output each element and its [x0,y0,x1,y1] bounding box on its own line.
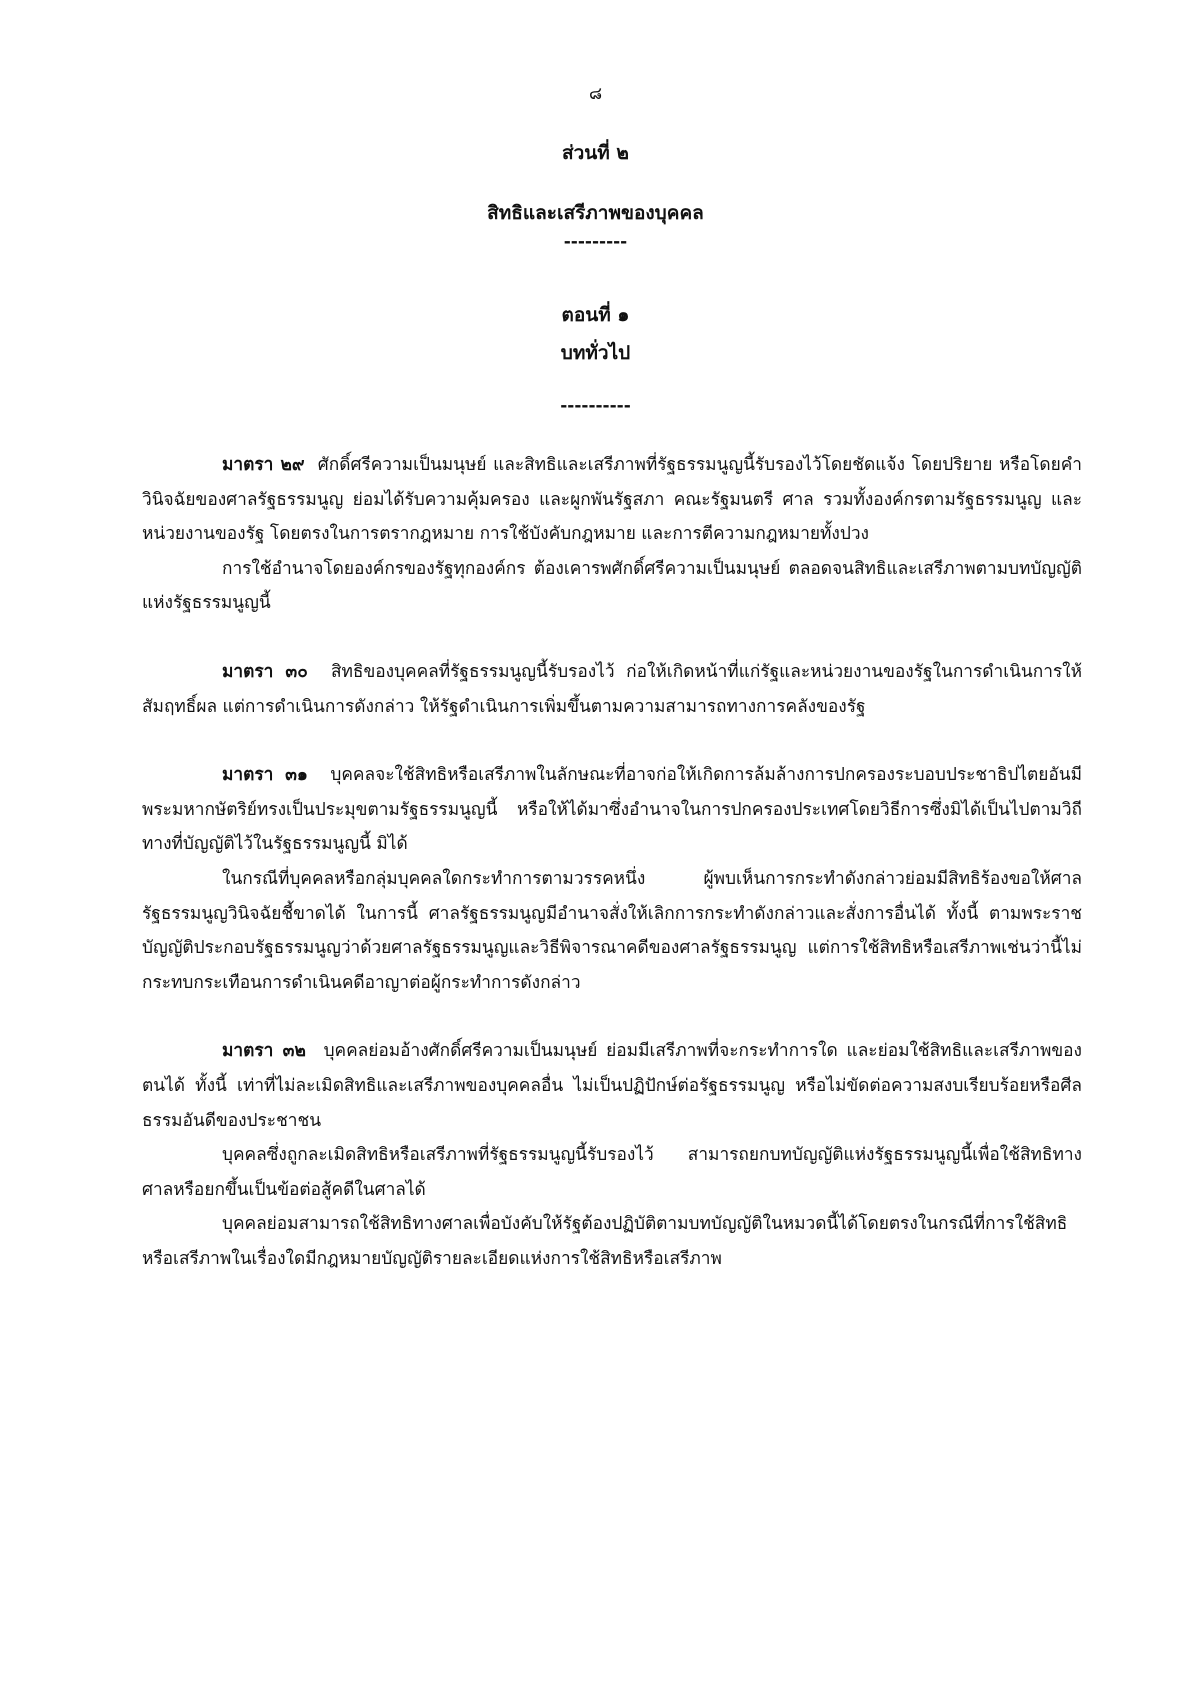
section-30-label: มาตรา ๓๐ [222,661,308,682]
section-29-paragraph-2: การใช้อำนาจโดยองค์กรของรัฐทุกองค์กร ต้องเคารพศักดิ์ศรีความเป็นมนุษย์ ตลอดจนสิทธิและเสรีภาพตามบทบัญญัติแห่งรัฐธรรมนูญนี้ [142,558,1082,614]
section-32-paragraph-1 [142,1034,1082,1138]
section-29 [142,448,1082,621]
section-32-text-1: บุคคลย่อมอ้างศักดิ์ศรีความเป็นมนุษย์ ย่อมมีเสรีภาพที่จะกระทำการใด และย่อมใช้สิทธิและเสรีภาพของตนได้ ทั้งนี้ เท่าที่ไม่ละเมิดสิทธิและเสรีภาพของบุคคลอื่น ไม่เป็นปฏิปักษ์ต่อรัฐธรรมนูญ หรือไม่ขัดต่อความสงบเรียบร้อยหรือศีลธรรมอันดีของประชาชน [142,1041,1082,1131]
section-30-text-1: สิทธิของบุคคลที่รัฐธรรมนูญนี้รับรองไว้ ก่อให้เกิดหน้าที่แก่รัฐและหน่วยงานของรัฐในการดำเนินการให้สัมฤทธิ์ผล แต่การดำเนินการดังกล่าว ให้รัฐดำเนินการเพิ่มขึ้นตามความสามารถทางการคลังของรัฐ [142,661,1083,717]
section-30-paragraph-1 [142,655,1082,724]
section-32-paragraph-2: บุคคลซึ่งถูกละเมิดสิทธิหรือเสรีภาพที่รัฐธรรมนูญนี้รับรองไว้ สามารถยกบทบัญญัติแห่งรัฐธรรมนูญนี้เพื่อใช้สิทธิทางศาลหรือยกขึ้นเป็นข้อต่อสู้คดีในศาลได้ [142,1145,1082,1200]
section-31-label: มาตรา ๓๑ [222,765,308,786]
section-29-label: มาตรา ๒๙ [222,455,305,475]
section-31 [142,758,1082,1000]
division-heading: ตอนที่ ๑ [561,304,630,326]
section-32 [142,1034,1082,1276]
section-29-paragraph-1 [142,448,1082,552]
section-32-paragraph-3: บุคคลย่อมสามารถใช้สิทธิทางศาลเพื่อบังคับให้รัฐต้องปฏิบัติตามบทบัญญัติในหมวดนี้ได้โดยตรงในกรณีที่การใช้สิทธิหรือเสรีภาพในเรื่องใดมีกฎหมายบัญญัติรายละเอียดแห่งการใช้สิทธิหรือเสรีภาพ [142,1214,1068,1269]
section-31-text-1: บุคคลจะใช้สิทธิหรือเสรีภาพในลักษณะที่อาจก่อให้เกิดการล้มล้างการปกครองระบอบประชาธิปไตยอันมีพระมหากษัตริย์ทรงเป็นประมุขตามรัฐธรรมนูญนี้ หรือให้ได้มาซึ่งอำนาจในการปกครองประเทศโดยวิธีการซึ่งมิได้เป็นไปตามวิถีทางที่บัญญัติไว้ในรัฐธรรมนูญนี้ มิได้ [142,765,1082,855]
division-divider: ---------- [560,396,631,416]
part-title: สิทธิและเสรีภาพของบุคคล [487,202,704,224]
part-divider: --------- [563,232,628,252]
section-29-text-1: ศักดิ์ศรีความเป็นมนุษย์ และสิทธิและเสรีภาพที่รัฐธรรมนูญนี้รับรองไว้โดยชัดแจ้ง โดยปริยาย หรือโดยคำวินิจฉัยของศาลรัฐธรรมนูญ ย่อมได้รับความคุ้มครอง และผูกพันรัฐสภา คณะรัฐมนตรี ศาล รวมทั้งองค์กรตามรัฐธรรมนูญ และหน่วยงานของรัฐ โดยตรงในการตรากฎหมาย การใช้บังคับกฎหมาย และการตีความกฎหมายทั้งปวง [142,455,1082,545]
division-title: บททั่วไป [560,342,631,364]
section-30 [142,655,1082,724]
sections-body [142,448,1082,1276]
section-32-label: มาตรา ๓๒ [222,1041,306,1062]
section-31-paragraph-1 [142,758,1082,862]
section-31-paragraph-2: ในกรณีที่บุคคลหรือกลุ่มบุคคลใดกระทำการตามวรรคหนึ่ง ผู้พบเห็นการกระทำดังกล่าวย่อมมีสิทธิร้องขอให้ศาลรัฐธรรมนูญวินิจฉัยชี้ขาดได้ ในการนี้ ศาลรัฐธรรมนูญมีอำนาจสั่งให้เลิกการกระทำดังกล่าวและสั่งการอื่นได้ ทั้งนี้ ตามพระราชบัญญัติประกอบรัฐธรรมนูญว่าด้วยศาลรัฐธรรมนูญและวิธีพิจารณาคดีของศาลรัฐธรรมนูญ แต่การใช้สิทธิหรือเสรีภาพเช่นว่านี้ไม่กระทบกระเทือนการดำเนินคดีอาญาต่อผู้กระทำการดังกล่าว [142,868,1082,993]
page-number: ๘ [588,84,603,104]
part-heading: ส่วนที่ ๒ [562,142,629,164]
